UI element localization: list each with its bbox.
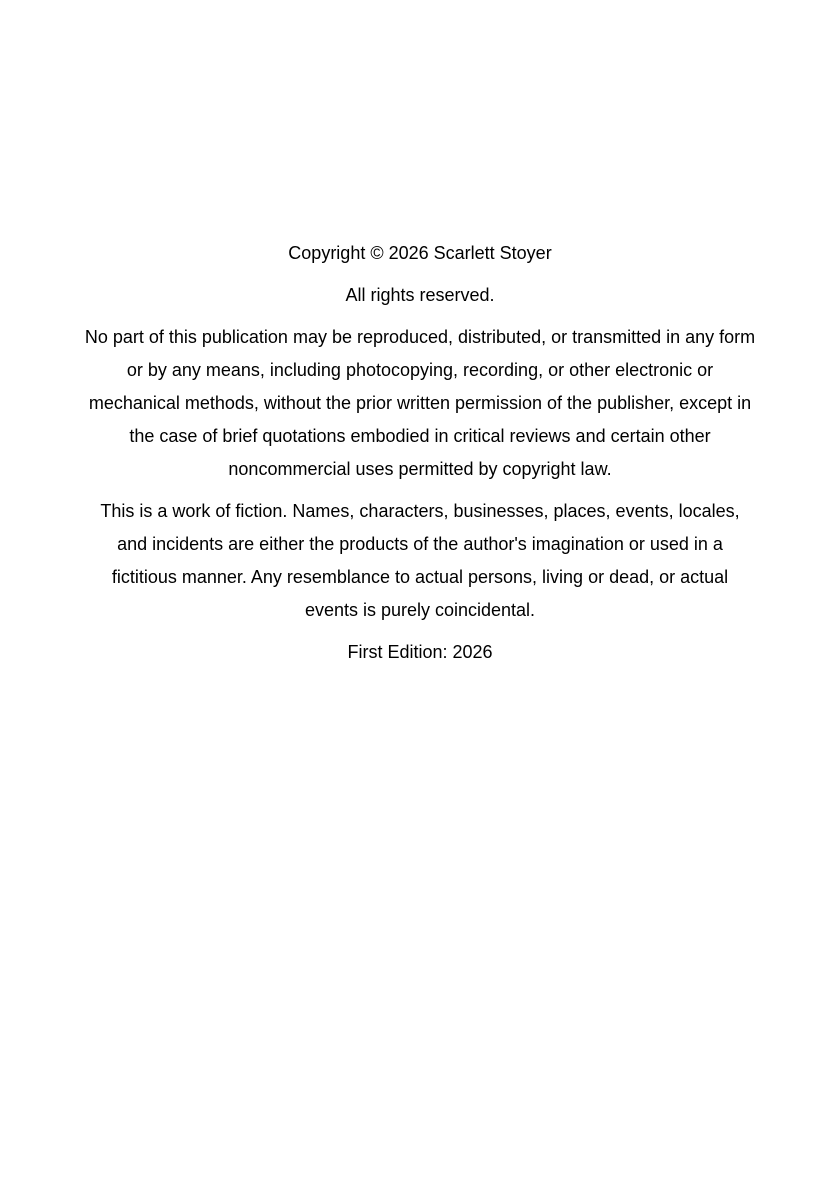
rights-reserved-line: All rights reserved.: [345, 285, 495, 305]
copyright-line: Copyright © 2026 Scarlett Stoyer: [288, 243, 552, 263]
edition-line: First Edition: 2026: [347, 642, 493, 662]
copyright-block: [84, 237, 756, 678]
fiction-disclaimer: This is a work of fiction. Names, characters, businesses, places, events, locales, and incidents are either the products of the author's imagination or used in a fictitious manner. Any resemblance to actual persons, living or dead, or actual events is purely coincidental.: [100, 501, 740, 620]
permission-notice: No part of this publication may be reproduced, distributed, or transmitted in any form or by any means, including photocopying, recording, or other electronic or mechanical methods, without the prior written permission of the publisher, except in the case of brief quotations embodied in critical reviews and certain other noncommercial uses permitted by copyright law.: [84, 327, 756, 479]
